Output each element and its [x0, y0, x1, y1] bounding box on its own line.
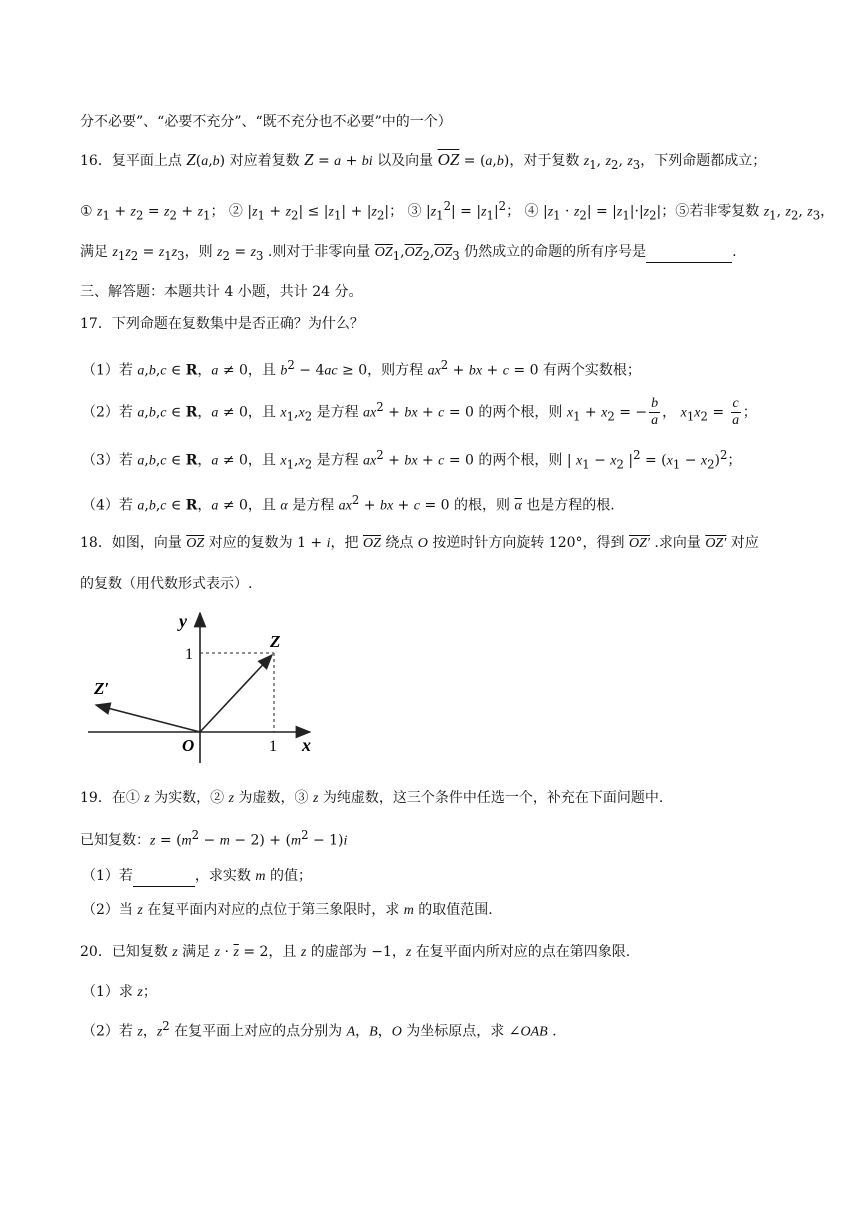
tick-y-1: 1 [185, 646, 193, 663]
question-20-part-1: （1）求 z； [82, 984, 157, 1000]
z-prime-point-label: Z′ [94, 679, 110, 698]
answer-blank [646, 242, 732, 263]
x-axis-label: x [302, 735, 311, 755]
question-16-line-1: 16．复平面上点 Z(a,b) 对应着复数 Z = a + bi 以及向量 $\overline{OZ} = (a,b)$，对于复数 $z_1$, $z_2$, $z_3$，下列命题都成立； [80, 150, 767, 172]
question-18-line-1: 18．如图，向量 $\overline{OZ}$ 对应的复数为 1 + i，把 $\overline{OZ}$ 绕点 O 按逆时针方向旋转 120°，得到 OZ′ .求向量 OZ′ 对应 [80, 535, 759, 551]
question-20: 20．已知复数 z 满足 $z \cdot \overline{z} = 2$，且 z 的虚部为 −1，z 在复平面内所对应的点在第四象限. [80, 944, 631, 960]
question-17-part-2: （2）若 a,b,c ∈ R，a ≠ 0，且 $x_1,x_2$ 是方程 $ax^2$ + bx + c = 0 的两个根，则 $x_1 + x_2$ = − $\frac{b}{a}$ ， $x_1x_2$ = $\frac{c}{a}$ ； [82, 396, 757, 428]
question-17-part-3: （3）若 a,b,c ∈ R，a ≠ 0，且 $x_1,x_2$ 是方程 $ax^2$ + bx + c = 0 的两个根，则 | $x_1 - x_2$ $|^2 = (x_1 - x_2)^2$； [82, 448, 742, 472]
question-19: 19．在① z 为实数，② z 为虚数，③ z 为纯虚数，这三个条件中任选一个，补充在下面问题中. [80, 790, 664, 806]
text-line-intro: 分不必要”、“必要不充分”、“既不充分也不必要”中的一个） [80, 114, 452, 130]
z-point-label: Z [270, 632, 281, 651]
question-17-part-4: （4）若 a,b,c ∈ R，a ≠ 0，且 α 是方程 $ax^2$ + bx + c = 0 的根，则 $\overline{\alpha}$ 也是方程的根. [82, 493, 615, 514]
question-16-line-2: ① $z_1 + z_2 = z_2 + z_1$； ② $|z_1 + z_2| \le |z_1| + |z_2|$； ③ $|z_1^2| = |z_1|^2$； ④ $|z_1 \cdot z_2| = |z_1|\cdot|z_2|$；⑤若非零复数 $z_1$, $z_2$, $z_3$， [80, 199, 835, 223]
question-20-part-2: （2）若 z，$z^2$ 在复平面上对应的点分别为 A，B，O 为坐标原点，求 ∠OAB . [82, 1019, 557, 1040]
vector-oz-prime [96, 705, 200, 732]
question-16-line-3: 满足 $z_1z_2 = z_1z_3$，则 $z_2 = z_3$ .则对于非零向量 $\overline{OZ}_1,\overline{OZ}_2,\overline{OZ}_3$ 仍然成立的命题的所有序号是 . [80, 244, 737, 263]
origin-label: O [182, 736, 195, 755]
vector-oz [200, 655, 272, 732]
question-19-part-1: （1）若 ，求实数 m 的值； [82, 866, 312, 887]
question-18-line-2: 的复数（用代数形式表示）. [80, 576, 253, 592]
tick-x-1: 1 [269, 738, 277, 755]
y-axis-label: y [179, 611, 187, 631]
complex-plane-figure [82, 605, 322, 765]
section-3-heading: 三、解答题：本题共计 4 小题，共计 24 分。 [80, 284, 363, 300]
question-17: 17．下列命题在复数集中是否正确？为什么？ [80, 316, 364, 332]
question-19-part-2: （2）当 z 在复平面内对应的点位于第三象限时，求 m 的取值范围. [82, 902, 493, 918]
question-17-part-1: （1）若 a,b,c ∈ R，a ≠ 0，且 $b^2 - 4ac \ge 0$，则方程 $ax^2$ + bx + c = 0 有两个实数根； [82, 358, 641, 379]
condition-blank [133, 866, 195, 887]
question-19-given: 已知复数：$z = (m^2 - m - 2) + (m^2 - 1)i$ [80, 828, 348, 849]
